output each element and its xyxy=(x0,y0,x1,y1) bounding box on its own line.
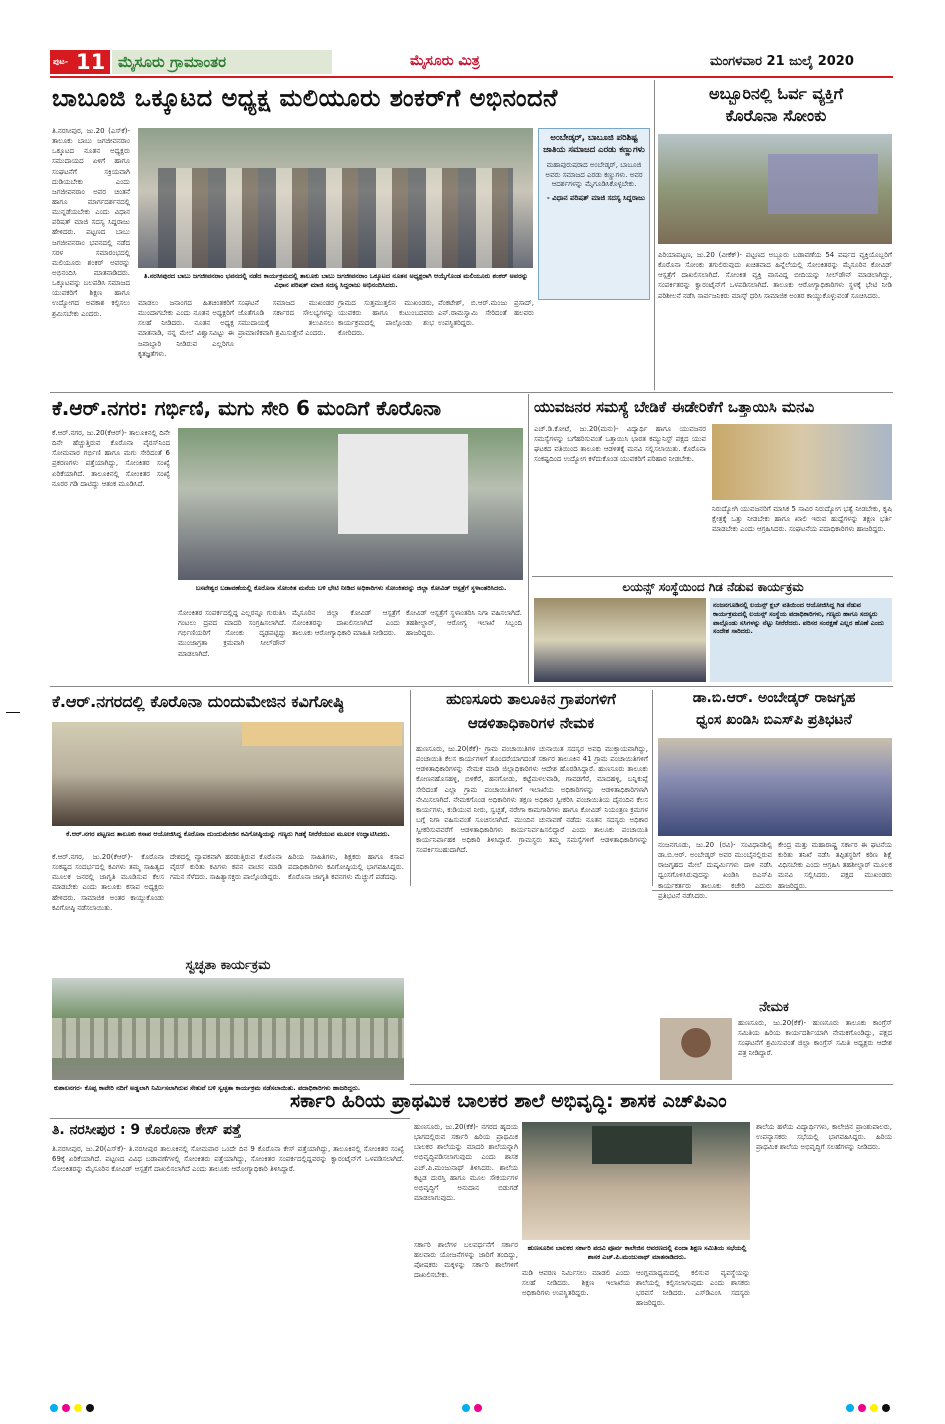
hunsur-body: ಹುಣಸೂರು, ಜು.20(ಕೆಕೆ)- ಗ್ರಾಮ ಪಂಚಾಯಿತಿಗಳ ಚುನಾಯಿತ ಸದಸ್ಯರ ಅವಧಿ ಮುಕ್ತಾಯವಾಗಿದ್ದು, ಪಂಚಾಯಿತಿ ಕೆಲಸ ಕಾರ್ಯಗಳಿಗೆ ತೊಂದರೆಯಾಗದಂತೆ ಸರ್ಕಾರ ತಾಲೂಕಿನ 41 ಗ್ರಾಮ ಪಂಚಾಯಿತಿಗಳಿಗೆ ಆಡಳಿತಾಧಿಕಾರಿಗಳನ್ನು ನೇಮಕ ಮಾಡಿ ಜಿಲ್ಲಾಧಿಕಾರಿಗಳು ಆದೇಶ ಹೊರಡಿಸಿದ್ದಾರೆ. ಹುಣಸೂರು ತಾಲೂಕು ಕೋಣನಹೊಸಹಳ್ಳಿ, ಬಿಳಿಕೆರೆ, ಹನಗೋಡು, ಕಟ್ಟೆಮಳಲವಾಡಿ, ಗಾವಡಗೆರೆ, ಮಾದಹಳ್ಳಿ, ಬನ್ನಿಕುಪ್ಪೆ ಸೇರಿದಂತೆ ಎಲ್ಲಾ ಗ್ರಾಮ ಪಂಚಾಯಿತಿಗಳಿಗೆ ಇಲಾಖೆಯ ಅಧಿಕಾರಿಗಳನ್ನು ಆಡಳಿತಾಧಿಕಾರಿಗಳಾಗಿ ನೇಮಿಸಲಾಗಿದೆ. ನೇಮಕಗೊಂಡ ಅಧಿಕಾರಿಗಳು ತಕ್ಷಣ ಅಧಿಕಾರ ಸ್ವೀಕರಿಸಿ ಪಂಚಾಯಿತಿಯ ದೈನಂದಿನ ಕೆಲಸ ಕಾರ್ಯಗಳು, ಕುಡಿಯುವ ನೀರು, ಸ್ವಚ್ಛತೆ, ನರೇಗಾ ಕಾಮಗಾರಿಗಳು ಹಾಗೂ ಕೋವಿಡ್ ನಿಯಂತ್ರಣ ಕ್ರಮಗಳ ಬಗ್ಗೆ ನಿಗಾ ವಹಿಸುವಂತೆ ಸೂಚಿಸಲಾಗಿದೆ. ಮುಂದಿನ ಚುನಾವಣೆ ನಡೆದು ನೂತನ ಸದಸ್ಯರು ಅಧಿಕಾರ ಸ್ವೀಕರಿಸುವವರೆಗೆ ಆಡಳಿತಾಧಿಕಾರಿಗಳು ಕಾರ್ಯನಿರ್ವಹಿಸಲಿದ್ದಾರೆ ಎಂದು ತಾಲೂಕು ಪಂಚಾಯಿತಿ ಕಾರ್ಯನಿರ್ವಾಹಕ ಅಧಿಕಾರಿ ತಿಳಿಸಿದ್ದಾರೆ. ಗ್ರಾಮಸ್ಥರು ತಮ್ಮ ಸಮಸ್ಯೆಗಳಿಗೆ ಆಡಳಿತಾಧಿಕಾರಿಗಳನ್ನು ಸಂಪರ್ಕಿಸಬಹುದಾಗಿದೆ. xyxy=(416,745,648,855)
school-col4: ಆಂಗ್ಲಮಾಧ್ಯಮದಲ್ಲಿ ಕಲಿಸುವ ವ್ಯವಸ್ಥೆಯನ್ನು ಶಾಲೆಯಲ್ಲಿ ಕಲ್ಪಿಸಲಾಗುವುದು ಎಂದು ಶಾಸಕರು ಭರವಸೆ ನೀಡಿದರು. ಎಸ್‌ಡಿಎಂಸಿ ಸದಸ್ಯರು ಹಾಜರಿದ್ದರು. xyxy=(636,1269,750,1308)
school-headline: ಸರ್ಕಾರಿ ಹಿರಿಯ ಪ್ರಾಥಮಿಕ ಬಾಲಕರ ಶಾಲೆ ಅಭಿವೃದ್ಧಿ: ಶಾಸಕ ಎಚ್‌ಪಿಎಂ xyxy=(290,1090,727,1112)
abburu-headline-1: ಅಬ್ಬೂರಿನಲ್ಲಿ ಓರ್ವ ವ್ಯಕ್ತಿಗೆ xyxy=(709,84,843,103)
registration-mark xyxy=(858,1404,866,1412)
kavigoshti-col3: ಹಿರಿಯ ಸಾಹಿತಿಗಳು, ಶಿಕ್ಷಕರು ಹಾಗೂ ಕಸಾಪ ಪದಾಧಿಕಾರಿಗಳು ಕವಿಗೋಷ್ಠಿಯಲ್ಲಿ ಭಾಗವಹಿಸಿದ್ದರು. ಕೊರೊನಾ ಜಾಗೃತಿ ಕವನಗಳು ಮೆಚ್ಚುಗೆ ಪಡೆದವು. xyxy=(288,853,404,882)
masthead: ಮೈಸೂರು ಮಿತ್ರ xyxy=(410,53,480,69)
kavigoshti-col1: ಕೆ.ಆರ್.ನಗರ, ಜು.20(ಕೆಆರ್)- ಕೊರೊನಾ ಸಂಕಷ್ಟದ ಸಂದರ್ಭದಲ್ಲಿ ಕವಿಗಳು ತಮ್ಮ ಸಾಹಿತ್ಯದ ಮೂಲಕ ಜನರಲ್ಲಿ ಜಾಗೃತಿ ಮೂಡಿಸುವ ಕೆಲಸ ಮಾಡಬೇಕು ಎಂದು ತಾಲೂಕು ಕಸಾಪ ಅಧ್ಯಕ್ಷರು ಹೇಳಿದರು. ಸಾಮಾಜಿಕ ಅಂತರ ಕಾಯ್ದುಕೊಂಡು ಕವಿಗೋಷ್ಠಿ ನಡೆಸಲಾಯಿತು. xyxy=(52,853,164,912)
bsp-col1: ನಂಜನಗೂಡು, ಜು.20 (ರವಿ)- ಸಂವಿಧಾನಶಿಲ್ಪಿ ಡಾ.ಬಿ.ಆರ್. ಅಂಬೇಡ್ಕರ್ ಅವರ ಮುಂಬೈನಲ್ಲಿರುವ ರಾಜಗೃಹದ ಮೇಲೆ ದುಷ್ಕರ್ಮಿಗಳು ದಾಳಿ ನಡೆಸಿ ಧ್ವಂಸಗೊಳಿಸಿರುವುದನ್ನು ಖಂಡಿಸಿ ಬಿಎಸ್‌ಪಿ ಕಾರ್ಯಕರ್ತರು ತಾಲೂಕು ಕಚೇರಿ ಎದುರು ಪ್ರತಿಭಟನೆ ನಡೆಸಿದರು. xyxy=(658,841,772,900)
photo-blackboard xyxy=(592,1126,692,1164)
babuji-col2: ಮಾಡಲು ಜನಾಂಗದ ಹಿತಚಿಂತಕರಿಗೆ ಮುಂದಾಗಬೇಕು ಎಂದು ನೂತನ ಅಧ್ಯಕ್ಷರಿಗೆ ಸಲಹೆ ನೀಡಿದರು. ನೂತನ ಅಧ್ಯಕ್ಷ ಮಾತನಾಡಿ, ನನ್ನ ಮೇಲೆ ವಿಶ್ವಾಸವಿಟ್ಟು ಈ ಜವಾಬ್ದಾರಿ ನೀಡಿರುವ ಎಲ್ಲರಿಗೂ ಕೃತಜ್ಞತೆಗಳು. xyxy=(138,299,234,358)
krnagar-col3: ಮೈಸೂರಿನ ಜಿಲ್ಲಾ ಕೋವಿಡ್ ಆಸ್ಪತ್ರೆಗೆ ಸೋಂಕಿತರನ್ನು ದಾಖಲಿಸಲಾಗಿದೆ ಎಂದು ತಾಲೂಕು ಆರೋಗ್ಯಾಧಿಕಾರಿ ಮಾಹಿತಿ ನೀಡಿದರು. xyxy=(292,609,400,638)
quote-text: ಮಹಾಪುರುಷರಾದ ಅಂಬೇಡ್ಕರ್, ಬಾಬೂಜಿ ಅವರು ಸಮಾಜದ ಎರಡು ಕಣ್ಣುಗಳು. ಅವರ ಆದರ್ಶಗಳನ್ನು ಮೈಗೂಡಿಸಿಕೊಳ್ಳಬೇಕು. xyxy=(545,160,643,189)
tnarsipura-body: ತಿ.ನರಸೀಪುರ, ಜು.20(ಎಸ್‌ಕೆ)- ತಿ.ನರಸೀಪುರ ತಾಲೂಕಿನಲ್ಲಿ ಸೋಮವಾರ ಒಂದೇ ದಿನ 9 ಕೊರೊನಾ ಕೇಸ್ ಪತ್ತೆಯಾಗಿದ್ದು, ತಾಲೂಕಿನಲ್ಲಿ ಸೋಂಕಿತರ ಸಂಖ್ಯೆ 69ಕ್ಕೆ ಏರಿಕೆಯಾಗಿದೆ. ಪಟ್ಟಣದ ವಿವಿಧ ಬಡಾವಣೆಗಳಲ್ಲಿ ಸೋಂಕಿತರು ಪತ್ತೆಯಾಗಿದ್ದು, ಸೋಂಕಿತರ ಸಂಪರ್ಕದಲ್ಲಿದ್ದವರನ್ನು ಕ್ವಾರಂಟೈನ್‌ಗೆ ಒಳಪಡಿಸಲಾಗಿದೆ. ಸೋಂಕಿತರನ್ನು ಮೈಸೂರಿನ ಕೋವಿಡ್ ಆಸ್ಪತ್ರೆಗೆ ದಾಖಲಿಸಲಾಗಿದೆ ಎಂದು ತಾಲೂಕು ಆರೋಗ್ಯಾಧಿಕಾರಿ ತಿಳಿಸಿದ್ದಾರೆ. xyxy=(52,1145,404,1174)
lions-headline: ಲಯನ್ಸ್ ಸಂಸ್ಥೆಯಿಂದ ಗಿಡ ನೆಡುವ ಕಾರ್ಯಕ್ರಮ xyxy=(622,580,804,594)
babuji-col1: ತಿ.ನರಸೀಪುರ, ಜು.20 (ಎಸ್‌ಕೆ)- ತಾಲೂಕು ಬಾಬು ಜಗಜೀವನರಾಂ ಒಕ್ಕೂಟದ ನೂತನ ಅಧ್ಯಕ್ಷರು ಸಮುದಾಯದ ಏಳಿಗೆ ಹಾಗೂ ಸಂಘಟನೆಗೆ ಸಕ್ರಿಯವಾಗಿ ದುಡಿಯಬೇಕು ಎಂದು ಜಗಜೀವನರಾಂ ಅವರ ಚಿಂತನೆ ಹಾಗೂ ಮಾರ್ಗದರ್ಶನದಲ್ಲಿ ಮುನ್ನಡೆಯಬೇಕು ಎಂದು ವಿಧಾನ ಪರಿಷತ್ ಮಾಜಿ ಸದಸ್ಯ ಸಿದ್ದರಾಜು ಹೇಳಿದರು. ಪಟ್ಟಣದ ಬಾಬು ಜಗಜೀವನರಾಂ ಭವನದಲ್ಲಿ ನಡೆದ ಸರಳ ಸಮಾರಂಭದಲ್ಲಿ ಮಲಿಯೂರು ಶಂಕರ್ ಅವರನ್ನು ಅಭಿನಂದಿಸಿ ಮಾತನಾಡಿದರು. ಒಕ್ಕೂಟವನ್ನು ಬಲಪಡಿಸಿ ಸಮಾಜದ ಯುವಕರಿಗೆ ಶಿಕ್ಷಣ ಹಾಗೂ ಉದ್ಯೋಗದ ಅವಕಾಶ ಕಲ್ಪಿಸಲು ಶ್ರಮಿಸಬೇಕು ಎಂದರು. xyxy=(52,127,130,318)
registration-mark xyxy=(474,1404,482,1412)
registration-mark xyxy=(462,1404,470,1412)
column-divider xyxy=(654,80,655,390)
registration-mark xyxy=(50,1404,58,1412)
kavigoshti-caption: ಕೆ.ಆರ್.ನಗರ ಪಟ್ಟಣದ ತಾಲೂಕು ಕಸಾಪ ಆಯೋಜಿಸಿದ್ದ ಕೊರೊನಾ ದುಂದುಮೇಜಿನ ಕವಿಗೋಷ್ಠಿಯನ್ನು ಗಣ್ಯರು ಗಿಡಕ್ಕೆ ನೀರೆರೆಯುವ ಮೂಲಕ ಉದ್ಘಾಟಿಸಿದರು. xyxy=(66,830,390,838)
krnagar-photo xyxy=(178,428,523,580)
section-rule xyxy=(50,686,893,687)
cleanliness-photo xyxy=(52,978,404,1080)
quote-attribution: - ವಿಧಾನ ಪರಿಷತ್ ಮಾಜಿ ಸದಸ್ಯ ಸಿದ್ದರಾಜು xyxy=(546,194,645,203)
cleanliness-caption: ಕುಶಾಲನಗರ- ಕೊಪ್ಪ ಕಾವೇರಿ ನದಿಗೆ ಅಡ್ಡಲಾಗಿ ನಿರ್ಮಿಸಲಾಗಿರುವ ಸೇತುವೆ ಬಳಿ ಸ್ವಚ್ಛತಾ ಕಾರ್ಯಕ್ರಮ ನಡೆಸಲಾಯಿತು. ಪದಾಧಿಕಾರಿಗಳು ಹಾಜರಿದ್ದರು. xyxy=(54,1084,361,1092)
krnagar-headline: ಕೆ.ಆರ್.ನಗರ: ಗರ್ಭಿಣಿ, ಮಗು ಸೇರಿ 6 ಮಂದಿಗೆ ಕೊರೊನಾ xyxy=(52,396,442,420)
abburu-body: ಪಿರಿಯಾಪಟ್ಟಣ, ಜು.20 (ವೀಕೆಕ್)- ಪಟ್ಟಣದ ಅಬ್ಬೂರು ಬಡಾವಣೆಯ 54 ವರ್ಷದ ವ್ಯಕ್ತಿಯೊಬ್ಬರಿಗೆ ಕೊರೊನಾ ಸೋಂಕು ತಗುಲಿರುವುದು ಖಚಿತವಾದ ಹಿನ್ನೆಲೆಯಲ್ಲಿ ಸೋಂಕಿತರನ್ನು ಮೈಸೂರಿನ ಕೋವಿಡ್ ಆಸ್ಪತ್ರೆಗೆ ದಾಖಲಿಸಲಾಗಿದೆ. ಸೋಂಕಿತ ವ್ಯಕ್ತಿ ವಾಸವಿದ್ದ ಬೀದಿಯನ್ನು ಸೀಲ್‌ಡೌನ್ ಮಾಡಲಾಗಿದ್ದು, ಸಂಪರ್ಕಿತರನ್ನು ಕ್ವಾರಂಟೈನ್‌ಗೆ ಒಳಪಡಿಸಲಾಗಿದೆ. ತಾಲೂಕು ಆರೋಗ್ಯಾಧಿಕಾರಿಗಳು ಸ್ಥಳಕ್ಕೆ ಭೇಟಿ ನೀಡಿ ಪರಿಶೀಲನೆ ನಡೆಸಿ ಸಾರ್ವಜನಿಕರು ಮಾಸ್ಕ್ ಧರಿಸಿ ಸಾಮಾಜಿಕ ಅಂತರ ಕಾಯ್ದುಕೊಳ್ಳುವಂತೆ ಸೂಚಿಸಿದರು. xyxy=(658,251,892,300)
section-rule xyxy=(652,890,893,891)
photo-railing xyxy=(52,1018,404,1058)
section-rule xyxy=(410,1084,893,1085)
header-rule xyxy=(50,76,893,78)
abburu-headline-2: ಕೊರೊನಾ ಸೋಂಕು xyxy=(725,106,827,125)
section-rule xyxy=(50,1118,410,1119)
youth-photo xyxy=(712,424,892,500)
photo-people xyxy=(158,168,513,268)
column-divider xyxy=(410,690,411,886)
bsp-col2: ಕೇಂದ್ರ ಮತ್ತು ಮಹಾರಾಷ್ಟ್ರ ಸರ್ಕಾರ ಈ ಘಟನೆಯ ಕುರಿತು ತನಿಖೆ ನಡೆಸಿ ತಪ್ಪಿತಸ್ಥರಿಗೆ ಕಠಿಣ ಶಿಕ್ಷೆ ವಿಧಿಸಬೇಕು ಎಂದು ಆಗ್ರಹಿಸಿ ತಹಶೀಲ್ದಾರ್ ಮೂಲಕ ಮನವಿ ಸಲ್ಲಿಸಿದರು. ಪಕ್ಷದ ಮುಖಂಡರು ಹಾಜರಿದ್ದರು. xyxy=(778,841,892,890)
krnagar-col1: ಕೆ.ಆರ್.ನಗರ, ಜು.20(ಕೆಆರ್)- ತಾಲೂಕಿನಲ್ಲಿ ದಿನೇ ದಿನೇ ಹೆಚ್ಚುತ್ತಿರುವ ಕೊರೊನಾ ವೈರಸ್‌ನಿಂದ ಸೋಮವಾರ ಗರ್ಭಿಣಿ ಹಾಗೂ ಮಗು ಸೇರಿದಂತೆ 6 ಪ್ರಕರಣಗಳು ಪತ್ತೆಯಾಗಿದ್ದು, ಸೋಂಕಿತರ ಸಂಖ್ಯೆ ಏರಿಕೆಯಾಗಿದೆ. ತಾಲೂಕಿನಲ್ಲಿ ಸೋಂಕಿತರ ಸಂಖ್ಯೆ ನೂರರ ಗಡಿ ದಾಟಿದ್ದು ಆತಂಕ ಮೂಡಿಸಿದೆ. xyxy=(52,429,170,488)
cleanliness-headline: ಸ್ವಚ್ಛತಾ ಕಾರ್ಯಕ್ರಮ xyxy=(185,958,271,973)
registration-mark xyxy=(62,1404,70,1412)
school-caption: ಹುಣಸೂರಿನ ಬಾಲಕರ ಸರ್ಕಾರಿ ಪದವಿ ಪೂರ್ವ ಕಾಲೇಜಿನ ಆವರಣದಲ್ಲಿ ಏಂದಾ ಶಿಕ್ಷಣ ಸಮಿತಿಯ ಸಭೆಯಲ್ಲಿ ಶಾಸಕ ಎಚ್.ಪಿ.ಮಂಜುನಾಥ್ ಮಾತನಾಡಿದರು. xyxy=(527,1244,747,1261)
appointment-portrait xyxy=(660,1018,732,1080)
kavigoshti-headline: ಕೆ.ಆರ್.ನಗರದಲ್ಲಿ ಕೊರೊನಾ ದುಂದುಮೇಜಿನ ಕವಿಗೋಷ್ಠಿ xyxy=(52,692,344,711)
page-number: 11 xyxy=(76,50,106,74)
publication-date: ಮಂಗಳವಾರ 21 ಜುಲೈ 2020 xyxy=(710,54,854,69)
registration-mark xyxy=(86,1404,94,1412)
page-number-badge xyxy=(50,50,110,74)
kavigoshti-col2: ದೇಶದಲ್ಲಿ ವ್ಯಾಪಕವಾಗಿ ಹರಡುತ್ತಿರುವ ಕೊರೊನಾ ವೈರಸ್ ಕುರಿತು ಕವಿಗಳು ಕವನ ವಾಚನ ಮಾಡಿ ಗಮನ ಸೆಳೆದರು. ಸಾಹಿತ್ಯಾಸಕ್ತರು ಪಾಲ್ಗೊಂಡಿದ್ದರು. xyxy=(170,853,282,882)
bsp-headline-2: ಧ್ವಂಸ ಖಂಡಿಸಿ ಬಿಎಸ್‌ಪಿ ಪ್ರತಿಭಟನೆ xyxy=(696,712,852,728)
school-col2: ಸರ್ಕಾರಿ ಶಾಲೆಗಳ ಬಲವರ್ಧನೆಗೆ ಸರ್ಕಾರ ಹಲವಾರು ಯೋಜನೆಗಳನ್ನು ಜಾರಿಗೆ ತಂದಿದ್ದು, ಪೋಷಕರು ಮಕ್ಕಳನ್ನು ಸರ್ಕಾರಿ ಶಾಲೆಗಳಿಗೆ ದಾಖಲಿಸಬೇಕು. xyxy=(414,1241,518,1280)
registration-mark xyxy=(870,1404,878,1412)
school-photo xyxy=(522,1122,750,1240)
section-rule xyxy=(532,576,893,577)
babuji-col5: ವೆಂಕಟೇಶ್, ಬಿ.ಆರ್.ಮಂಜು ಪ್ರಸಾದ್, ಎನ್.ರಾಮಸ್ವಾಮಿ ಸೇರಿದಂತೆ ಹಲವರು ಉಪಸ್ಥಿತರಿದ್ದರು. xyxy=(438,299,534,328)
school-col5: ಶಾಲೆಯ ಹಳೆಯ ವಿದ್ಯಾರ್ಥಿಗಳು, ಕಾಲೇಜಿನ ಪ್ರಾಂಶುಪಾಲರು, ಉಪನ್ಯಾಸಕರು ಸಭೆಯಲ್ಲಿ ಭಾಗವಹಿಸಿದ್ದರು. ಹಿರಿಯ ಪ್ರಾಥಮಿಕ ಶಾಲೆಯ ಅಭಿವೃದ್ಧಿಗೆ ಸಲಹೆಗಳನ್ನು ನೀಡಿದರು. xyxy=(756,1123,892,1152)
krnagar-col4: ಕೋವಿಡ್ ಆಸ್ಪತ್ರೆಗೆ ಸ್ಥಳಾಂತರಿಸಿ ನಿಗಾ ವಹಿಸಲಾಗಿದೆ. ತಹಶೀಲ್ದಾರ್, ಆರೋಗ್ಯ ಇಲಾಖೆ ಸಿಬ್ಬಂದಿ ಹಾಜರಿದ್ದರು. xyxy=(406,609,522,638)
lions-caption: ನಂಜನಗೂಡಿನಲ್ಲಿ ಲಯನ್ಸ್ ಕ್ಲಬ್ ವತಿಯಿಂದ ಆಯೋಜಿಸಿದ್ದ ಗಿಡ ನೆಡುವ ಕಾರ್ಯಕ್ರಮದಲ್ಲಿ ಲಯನ್ಸ್ ಸಂಸ್ಥೆಯ ಪದಾಧಿಕಾರಿಗಳು, ಗಣ್ಯರು ಹಾಗೂ ಸದಸ್ಯರು ಪಾಲ್ಗೊಂಡು ಸಸಿಗಳನ್ನು ನೆಟ್ಟು ನೀರೆರೆದರು. ಪರಿಸರ ಸಂರಕ್ಷಣೆ ಎಲ್ಲರ ಹೊಣೆ ಎಂದು ಸಂದೇಶ ಸಾರಿದರು. xyxy=(713,601,884,636)
bsp-headline-1: ಡಾ.ಬಿ.ಆರ್. ಅಂಬೇಡ್ಕರ್ ರಾಜಗೃಹ xyxy=(692,690,856,706)
youth-col1: ಎಚ್.ಡಿ.ಕೋಟೆ, ಜು.20(ಮನು)- ವಿದ್ಯಾರ್ಥಿ ಹಾಗೂ ಯುವಜನರ ಸಮಸ್ಯೆಗಳನ್ನು ಬಗೆಹರಿಸುವಂತೆ ಒತ್ತಾಯಿಸಿ ಭಾರತ ಕಮ್ಯುನಿಸ್ಟ್ ಪಕ್ಷದ ಯುವ ಘಟಕದ ವತಿಯಿಂದ ತಾಲೂಕು ಆಡಳಿತಕ್ಕೆ ಮನವಿ ಸಲ್ಲಿಸಲಾಯಿತು. ಕೊರೊನಾ ಸಂಕಷ್ಟದಿಂದ ಉದ್ಯೋಗ ಕಳೆದುಕೊಂಡ ಯುವಕರಿಗೆ ಪರಿಹಾರ ನೀಡಬೇಕು. xyxy=(534,425,706,464)
lions-photo xyxy=(534,598,706,682)
school-col3: ಮಡಿ ಆವರಣ ನಿರ್ಮಿಸಲು ಮಾಡಲಿ ಎಂದು ಸಲಹೆ ನೀಡಿದರು. ಶಿಕ್ಷಣ ಇಲಾಖೆಯ ಅಧಿಕಾರಿಗಳು ಉಪಸ್ಥಿತರಿದ್ದರು. xyxy=(522,1269,630,1298)
section-title: ಮೈಸೂರು ಗ್ರಾಮಾಂತರ xyxy=(112,50,332,74)
lions-caption-box xyxy=(710,598,892,682)
appointment-body: ಹುಣಸೂರು, ಜು.20(ಕೆಕೆ)- ಹುಣಸೂರು ತಾಲೂಕು ಕಾಂಗ್ರೆಸ್ ಸಮಿತಿಯ ಹಿರಿಯ ಕಾರ್ಯದರ್ಶಿಯಾಗಿ ನೇಮಕಗೊಂಡಿದ್ದು, ಪಕ್ಷದ ಸಂಘಟನೆಗೆ ಶ್ರಮಿಸುವಂತೆ ಜಿಲ್ಲಾ ಕಾಂಗ್ರೆಸ್ ಸಮಿತಿ ಅಧ್ಯಕ್ಷರು ಆದೇಶ ಪತ್ರ ನೀಡಿದ್ದಾರೆ. xyxy=(738,1019,892,1058)
youth-col2: ನಿರುದ್ಯೋಗಿ ಯುವಜನರಿಗೆ ಮಾಸಿಕ 5 ಸಾವಿರ ನಿರುದ್ಯೋಗ ಭತ್ಯೆ ನೀಡಬೇಕು, ಕೃಷಿ ಕ್ಷೇತ್ರಕ್ಕೆ ಒತ್ತು ನೀಡಬೇಕು ಹಾಗೂ ಖಾಲಿ ಇರುವ ಹುದ್ದೆಗಳನ್ನು ತಕ್ಷಣ ಭರ್ತಿ ಮಾಡಬೇಕು ಎಂದು ಆಗ್ರಹಿಸಿದರು. ಸಂಘಟನೆಯ ಪದಾಧಿಕಾರಿಗಳು ಹಾಜರಿದ್ದರು. xyxy=(712,505,892,534)
photo-ambulance xyxy=(338,434,468,534)
registration-mark xyxy=(74,1404,82,1412)
ambedkar-quote-box xyxy=(538,128,650,300)
page-label: ಪುಟ- xyxy=(53,57,69,66)
babuji-photo xyxy=(138,128,533,268)
babuji-col4: ಗ್ರಾಮದ ಸುತ್ತಮುತ್ತಲಿನ ಮುಖಂಡರು, ಯುವಕರು ಹಾಗೂ ಕುಟುಂಬದವರು ಕಾರ್ಯಕ್ರಮದಲ್ಲಿ ಪಾಲ್ಗೊಂಡು ಶುಭ ಕೋರಿದರು. xyxy=(338,299,434,338)
youth-headline: ಯುವಜನರ ಸಮಸ್ಯೆ ಬೇಡಿಕೆ ಈಡೇರಿಕೆಗೆ ಒತ್ತಾಯಿಸಿ ಮನವಿ xyxy=(534,398,815,416)
babuji-headline: ಬಾಬೂಜಿ ಒಕ್ಕೂಟದ ಅಧ್ಯಕ್ಷ ಮಲಿಯೂರು ಶಂಕರ್‌ಗೆ ಅಭಿನಂದನೆ xyxy=(52,84,558,112)
bsp-photo xyxy=(658,738,892,836)
babuji-caption: ತಿ.ನರಸೀಪುರದ ಬಾಬು ಜಗಜೀವನರಾಂ ಭವನದಲ್ಲಿ ನಡೆದ ಕಾರ್ಯಕ್ರಮದಲ್ಲಿ ತಾಲೂಕು ಬಾಬು ಜಗಜೀವನರಾಂ ಒಕ್ಕೂಟದ ನೂತನ ಅಧ್ಯಕ್ಷರಾಗಿ ಆಯ್ಕೆಗೊಂಡ ಮಲಿಯೂರು ಶಂಕರ್ ಅವರನ್ನು ವಿಧಾನ ಪರಿಷತ್ ಮಾಜಿ ಸದಸ್ಯ ಸಿದ್ದರಾಜು ಅಭಿನಂದಿಸಿದರು. xyxy=(143,272,529,289)
quote-title: ಅಂಬೇಡ್ಕರ್, ಬಾಬೂಜಿ ಪರಿಶಿಷ್ಟ ಜಾತಿಯ ಸಮಾಜದ ಎರಡು ಕಣ್ಣುಗಳು xyxy=(543,133,645,155)
photo-house xyxy=(768,154,878,214)
column-divider xyxy=(528,394,529,684)
column-divider xyxy=(652,690,653,886)
krnagar-caption: ಬಸವೇಶ್ವರ ಬಡಾವಣೆಯಲ್ಲಿ ಕೊರೊನಾ ಸೋಂಕಿತ ಮನೆಯ ಬಳಿ ಭೇಟಿ ನೀಡಿದ ಅಧಿಕಾರಿಗಳು ಸೋಂಕಿತರನ್ನು ಜಿಲ್ಲಾ ಕೋವಿಡ್ ಆಸ್ಪತ್ರೆಗೆ ಸ್ಥಳಾಂತರಿಸಿದರು. xyxy=(195,584,507,592)
abburu-photo xyxy=(658,134,892,244)
school-col1: ಹುಣಸೂರು, ಜು.20(ಕೆಕೆ)- ನಗರದ ಹೃದಯ ಭಾಗದಲ್ಲಿರುವ ಸರ್ಕಾರಿ ಹಿರಿಯ ಪ್ರಾಥಮಿಕ ಬಾಲಕರ ಶಾಲೆಯನ್ನು ಮಾದರಿ ಶಾಲೆಯನ್ನಾಗಿ ಅಭಿವೃದ್ಧಿಪಡಿಸಲಾಗುವುದು ಎಂದು ಶಾಸಕ ಎಚ್.ಪಿ.ಮಂಜುನಾಥ್ ತಿಳಿಸಿದರು. ಶಾಲೆಯ ಕಟ್ಟಡ ದುರಸ್ತಿ ಹಾಗೂ ಮೂಲ ಸೌಕರ್ಯಗಳ ಅಭಿವೃದ್ಧಿಗೆ ಅನುದಾನ ಬಿಡುಗಡೆ ಮಾಡಲಾಗುವುದು. xyxy=(414,1123,518,1202)
registration-mark xyxy=(846,1404,854,1412)
page-header xyxy=(50,50,893,74)
hunsur-headline-2: ಆಡಳಿತಾಧಿಕಾರಿಗಳ ನೇಮಕ xyxy=(467,714,595,732)
tnarsipura-headline: ತಿ. ನರಸೀಪುರ : 9 ಕೊರೊನಾ ಕೇಸ್ ಪತ್ತೆ xyxy=(52,1122,242,1138)
registration-mark xyxy=(882,1404,890,1412)
photo-banner xyxy=(242,722,402,746)
crop-mark xyxy=(6,712,20,713)
babuji-col3: ಸಂಘಟನೆ ಸಮಾಜದ ಮುಖಂಡರ ಜೊತೆಗೂಡಿ ಸರ್ಕಾರದ ಸೌಲಭ್ಯಗಳನ್ನು ಸಮುದಾಯಕ್ಕೆ ತಲುಪಿಸಲು ಪ್ರಾಮಾಣಿಕವಾಗಿ ಶ್ರಮಿಸುತ್ತೇನೆ ಎಂದರು. xyxy=(238,299,334,338)
appointment-headline: ನೇಮಕ xyxy=(759,1000,789,1015)
hunsur-continued xyxy=(416,892,648,1076)
krnagar-col2: ಸೋಂಕಿತರ ಸಂಪರ್ಕದಲ್ಲಿದ್ದ ಎಲ್ಲರನ್ನೂ ಗುರುತಿಸಿ ಗಂಟಲು ದ್ರವದ ಮಾದರಿ ಸಂಗ್ರಹಿಸಲಾಗಿದೆ. ಗರ್ಭಿಣಿಯರಿಗೆ ಸೋಂಕು ದೃಢಪಟ್ಟಿದ್ದು ಮುಂಜಾಗ್ರತಾ ಕ್ರಮವಾಗಿ ಸೀಲ್‌ಡೌನ್ ಮಾಡಲಾಗಿದೆ. xyxy=(178,609,286,658)
hunsur-headline-1: ಹುಣಸೂರು ತಾಲೂಕಿನ ಗ್ರಾಪಂಗಳಿಗೆ xyxy=(446,690,616,708)
kavigoshti-photo xyxy=(52,722,404,826)
section-rule xyxy=(50,392,893,393)
